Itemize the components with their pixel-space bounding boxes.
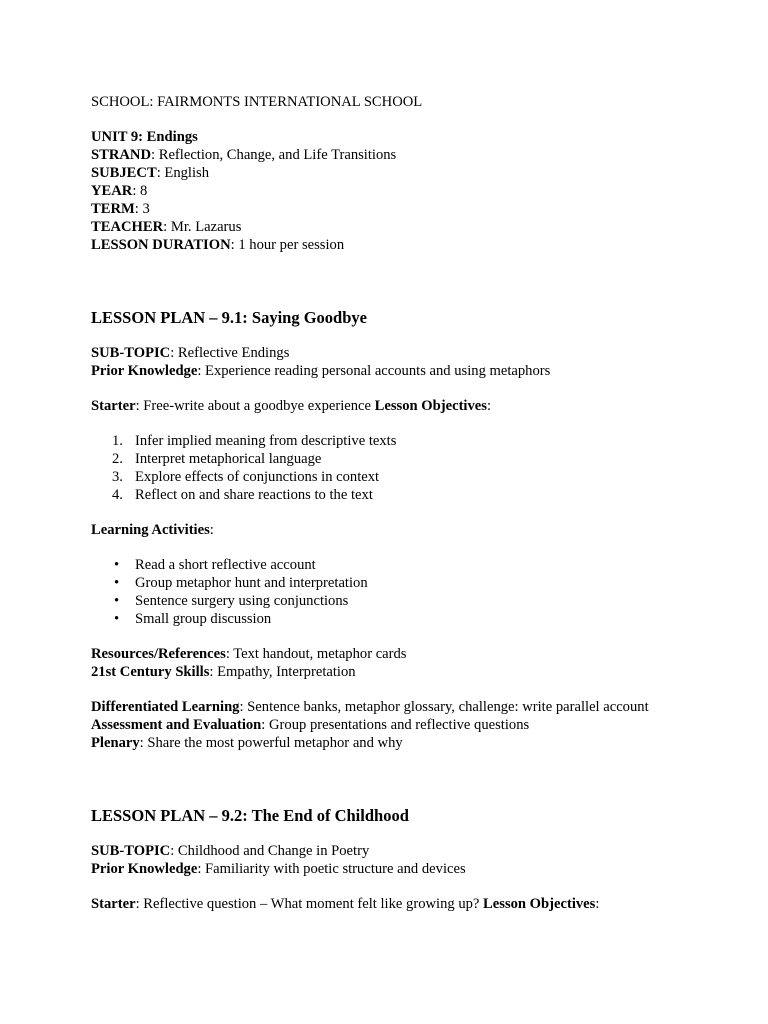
list-item <box>91 592 731 610</box>
lesson-1-title: LESSON PLAN – 9.1: Saying Goodbye <box>91 308 367 327</box>
subtopic-value: : Childhood and Change in Poetry <box>170 843 370 859</box>
list-item-number: 4. <box>112 487 123 503</box>
list-item <box>91 468 731 486</box>
lesson-1-prior-knowledge <box>91 362 731 380</box>
starter-label: Starter <box>91 398 136 414</box>
subject-label: SUBJECT <box>91 165 157 181</box>
list-item <box>91 450 731 468</box>
teacher-label: TEACHER <box>91 219 164 235</box>
lesson-1-starter <box>91 397 731 415</box>
list-item-text: Small group discussion <box>135 611 272 627</box>
lesson-plan-9-2 <box>91 805 731 913</box>
objectives-label: Lesson Objectives <box>374 398 487 414</box>
differentiated-value: : Sentence banks, metaphor glossary, challenge: write parallel account <box>239 699 649 715</box>
lesson-1-skills <box>91 663 731 681</box>
unit-info <box>91 128 731 254</box>
teacher-value: : Mr. Lazarus <box>163 219 242 235</box>
lesson-plan-9-1 <box>91 307 731 752</box>
bullet-icon: • <box>114 593 120 609</box>
activities-colon: : <box>209 522 214 538</box>
list-item <box>91 486 731 504</box>
lesson-2-prior-knowledge <box>91 860 731 878</box>
lesson-2-starter <box>91 895 731 913</box>
prior-knowledge-label: Prior Knowledge <box>91 363 198 379</box>
list-item-text: Explore effects of conjunctions in context <box>135 469 380 485</box>
differentiated-label: Differentiated Learning <box>91 699 240 715</box>
subtopic-label: SUB-TOPIC <box>91 843 171 859</box>
teacher-line <box>91 218 731 236</box>
term-line <box>91 200 731 218</box>
prior-knowledge-label: Prior Knowledge <box>91 861 198 877</box>
year-value: : 8 <box>132 183 148 199</box>
lesson-1-activities-heading <box>91 521 731 539</box>
subject-line <box>91 164 731 182</box>
bullet-icon: • <box>114 557 120 573</box>
list-item-text: Read a short reflective account <box>135 557 316 573</box>
skills-label: 21st Century Skills <box>91 664 210 680</box>
starter-value: : Reflective question – What moment felt like growing up? <box>135 896 484 912</box>
assessment-value: : Group presentations and reflective questions <box>261 717 530 733</box>
starter-value: : Free-write about a goodbye experience <box>135 398 375 414</box>
list-item-number: 2. <box>112 451 123 467</box>
resources-label: Resources/References <box>91 646 226 662</box>
list-item <box>91 574 731 592</box>
list-item-number: 1. <box>112 433 123 449</box>
lesson-1-assessment <box>91 716 731 734</box>
list-item-text: Sentence surgery using conjunctions <box>135 593 349 609</box>
list-item <box>91 556 731 574</box>
strand-line <box>91 146 731 164</box>
list-item <box>91 432 731 450</box>
objectives-colon: : <box>486 398 492 414</box>
list-item-text: Infer implied meaning from descriptive texts <box>135 433 397 449</box>
activities-label: Learning Activities <box>91 522 210 538</box>
bullet-icon: • <box>114 575 120 591</box>
lesson-1-objectives-list <box>91 432 731 504</box>
list-item-text: Group metaphor hunt and interpretation <box>135 575 368 591</box>
list-item <box>91 610 731 628</box>
duration-line <box>91 236 731 254</box>
term-label: TERM <box>91 201 135 217</box>
list-item-text: Reflect on and share reactions to the text <box>135 487 373 503</box>
list-item-text: Interpret metaphorical language <box>135 451 322 467</box>
lesson-1-differentiated <box>91 698 731 716</box>
unit-title <box>91 128 731 146</box>
objectives-label: Lesson Objectives <box>483 896 596 912</box>
strand-value: : Reflection, Change, and Life Transitions <box>151 147 397 163</box>
document-page <box>91 93 731 913</box>
strand-label: STRAND <box>91 147 152 163</box>
subject-value: : English <box>156 165 209 181</box>
lesson-1-subtopic <box>91 344 731 362</box>
starter-label: Starter <box>91 896 136 912</box>
year-line <box>91 182 731 200</box>
lesson-1-plenary <box>91 734 731 752</box>
resources-value: : Text handout, metaphor cards <box>225 646 407 662</box>
year-label: YEAR <box>91 183 133 199</box>
unit-label: UNIT 9: Endings <box>91 129 198 145</box>
subtopic-value: : Reflective Endings <box>170 345 290 361</box>
duration-label: LESSON DURATION <box>91 237 231 253</box>
term-value: : 3 <box>134 201 150 217</box>
subtopic-label: SUB-TOPIC <box>91 345 171 361</box>
school-name: SCHOOL: FAIRMONTS INTERNATIONAL SCHOOL <box>91 94 423 110</box>
duration-value: : 1 hour per session <box>230 237 345 253</box>
skills-value: : Empathy, Interpretation <box>209 664 356 680</box>
assessment-label: Assessment and Evaluation <box>91 717 262 733</box>
objectives-colon: : <box>595 896 600 912</box>
prior-knowledge-value: : Experience reading personal accounts and using metaphors <box>197 363 551 379</box>
lesson-1-activities-list <box>91 556 731 628</box>
bullet-icon: • <box>114 611 120 627</box>
plenary-value: : Share the most powerful metaphor and why <box>139 735 403 751</box>
lesson-2-subtopic <box>91 842 731 860</box>
lesson-1-resources <box>91 645 731 663</box>
prior-knowledge-value: : Familiarity with poetic structure and devices <box>197 861 466 877</box>
lesson-2-title: LESSON PLAN – 9.2: The End of Childhood <box>91 806 409 825</box>
list-item-number: 3. <box>112 469 123 485</box>
plenary-label: Plenary <box>91 735 140 751</box>
